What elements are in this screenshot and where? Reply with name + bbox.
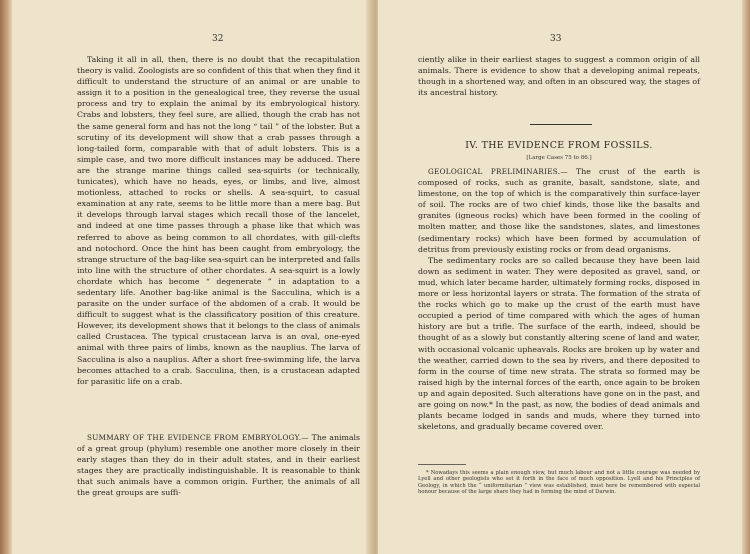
left-page xyxy=(12,0,372,554)
page-stack-edge-right xyxy=(742,0,750,554)
page-stack-edge-left xyxy=(0,0,12,554)
section-divider xyxy=(530,124,592,125)
right-page xyxy=(378,0,742,554)
page-number-left: 32 xyxy=(212,34,224,44)
summary-heading: SUMMARY OF THE EVIDENCE FROM EMBRYOLOGY.— xyxy=(87,433,309,442)
geological-text: The crust of the earth is composed of rocks, such as granite, basalt, sandstone, slate, and limestone, on the top of which is the comparatively thin surface-layer of soil. The rocks are of two chief kinds, those like the basalts and granites (igneous rocks) which have been formed in the cooling of molten matter, and those like the sandstones, slates, and limestones (sedimentary rocks) which have been formed by accumulation of detritus from previously existing rocks or from dead organisms. xyxy=(418,167,700,254)
footnote: * Nowadays this seems a plain enough view, but much labour and not a little courage was needed by Lyell and other geologists who set it forth in the face of much opposition. Lyell and his Principles of Geology, in which the “ uniformitarian ” view was established, must here be remembered with especial honour because of the large share they had in forming the mind of Darwin. xyxy=(418,470,700,495)
sedimentary-paragraph: The sedimentary rocks are so called because they have been laid down as sediment in water. They were deposited as gravel, sand, or mud, which later became harder, ultimately forming rocks, disposed in more or less horizontal layers or strata. The formation of the strata of the rocks which go to make up the crust of the earth must have occupied a period of time compared with which the ages of human history are but a trifle. The surface of the earth, indeed, should be thought of as a slowly but constantly altering scene of land and water, with occasional volcanic upheavals. Rocks are broken up by water and the weather, carried down to the sea by rivers, and there deposited to form in the course of time new strata. The strata so formed may be raised high by the internal forces of the earth, once again to be broken up and again deposited. Such alterations have gone on in the past, and are going on now.* In the past, as now, the bodies of dead animals and plants became lodged in sands and muds, where they turned into skeletons, and gradually became covered over. xyxy=(418,255,700,432)
right-page-body xyxy=(418,166,700,432)
section-subheading: [Large Cases 75 to 86.] xyxy=(526,155,592,161)
left-page-body xyxy=(77,54,360,387)
page-number-right: 33 xyxy=(550,34,562,44)
geological-heading: GEOLOGICAL PRELIMINARIES.— xyxy=(428,167,568,176)
section-heading: IV. THE EVIDENCE FROM FOSSILS. xyxy=(465,140,653,151)
footnote-rule xyxy=(418,464,466,465)
right-page-continuation xyxy=(418,54,700,98)
recapitulation-paragraph: Taking it all in all, then, there is no doubt that the recapitulation theory is valid. Zoologists are so confident of this that when they find it difficult to understand the structure of an animal or are unable to assign it to a position in the genealogical tree, they reverse the usual process and try to explain the animal by its embryological history. Crabs and lobsters, they feel sure, are allied, though the crab has not the same general form and has not the long “ tail ” of the lobster. But a scrutiny of its development will show that a crab passes through a long-tailed form, comparable with that of adult lobsters. This is a simple case, and two more difficult instances may be adduced. There are the strange marine things called sea-squirts (or technically, tunicates), which have no heads, eyes, or limbs, and live, almost motionless, attached to rocks or shells. A sea-squirt, to casual examination at any rate, seems to be little more than a mere bag. But it develops through larval stages which recall those of the lancelet, and indeed at one time passes through a phase like that which was referred to above as being common to all chordates, with gill-clefts and notochord. Once the hint has been caught from embryology, the strange structure of the bag-like sea-squirt can be interpreted and falls into line with the structure of other chordates. A sea-squirt is a lowly chordate which has become “ degenerate ” in adaptation to a sedentary life. Another bag-like animal is the Sacculina, which is a parasite on the under surface of the abdomen of a crab. It would be difficult to suggest what is the classificatory position of this creature. However, its development shows that it belongs to the class of animals called Crustacea. The typical crustacean larva is an oval, one-eyed animal with three pairs of limbs, known as the nauplius. The larva of Sacculina is also a nauplius. After a short free-swimming life, the larva becomes attached to a crab. Sacculina, then, is a crustacean adapted for parasitic life on a crab. xyxy=(77,55,360,386)
summary-text: The animals of a great group (phylum) resemble one another more closely in their early stages than they do in their adult states, and in their earliest stages they are practically indistinguishable. It is reasonable to think that such animals have a common origin. Further, the animals of all the great groups are suffi- xyxy=(77,433,360,498)
summary-section xyxy=(77,432,360,499)
continuation-paragraph: ciently alike in their earliest stages to suggest a common origin of all animals. There is evidence to show that a developing animal repeats, though in a shortened way, and often in an obscured way, the stages of its ancestral history. xyxy=(418,55,700,98)
